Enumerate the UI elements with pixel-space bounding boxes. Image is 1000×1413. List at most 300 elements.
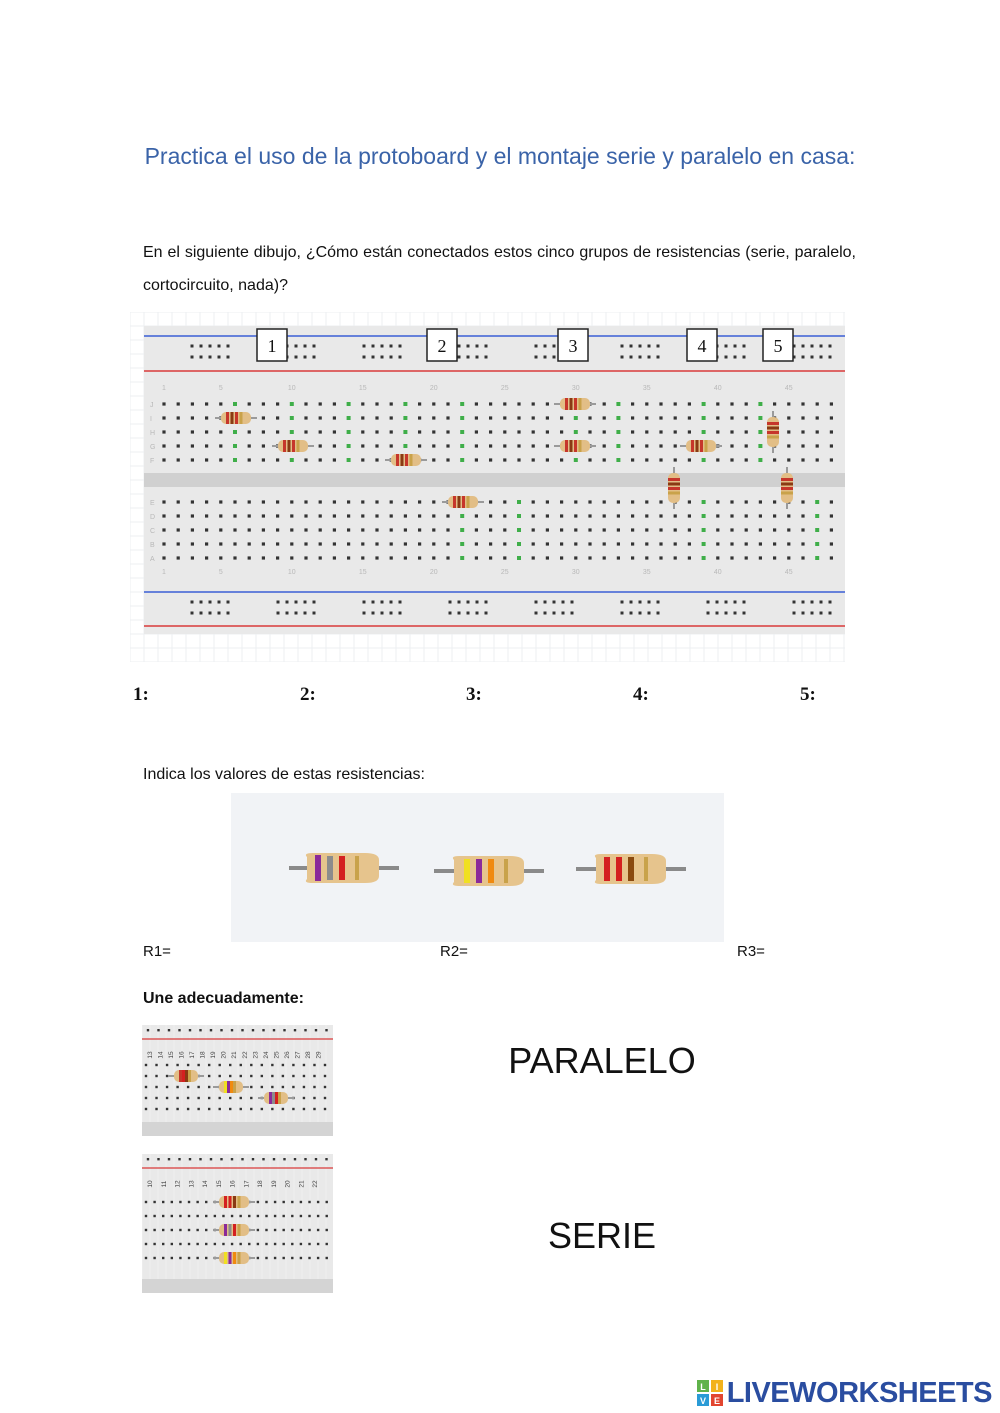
terminal-hole — [830, 416, 833, 419]
mini-terminal-hole — [188, 1257, 190, 1259]
mini-rail-hole — [157, 1029, 159, 1031]
terminal-hole — [645, 556, 648, 559]
terminal-hole — [361, 542, 364, 545]
mini-rail-hole — [325, 1029, 327, 1031]
terminal-hole — [333, 556, 336, 559]
connected-node — [702, 430, 706, 434]
mini-rail-hole — [325, 1158, 327, 1160]
mini-terminal-hole — [261, 1064, 263, 1066]
terminal-hole — [645, 444, 648, 447]
mini-rail-hole — [294, 1029, 296, 1031]
mini-column-number: 28 — [304, 1051, 312, 1059]
mini-rail-hole — [147, 1029, 149, 1031]
rail-hole — [485, 345, 488, 348]
mini-rail-hole — [199, 1029, 201, 1031]
terminal-hole — [446, 556, 449, 559]
mini-terminal-hole — [240, 1097, 242, 1099]
terminal-hole — [446, 458, 449, 461]
rail-hole — [295, 356, 298, 359]
terminal-hole — [830, 514, 833, 517]
terminal-hole — [517, 458, 520, 461]
terminal-hole — [617, 556, 620, 559]
resistor-set-illustration — [231, 793, 724, 942]
terminal-hole — [730, 444, 733, 447]
terminal-hole — [347, 500, 350, 503]
terminal-hole — [588, 514, 591, 517]
rail-hole — [485, 601, 488, 604]
terminal-hole — [532, 528, 535, 531]
mini-terminal-hole — [291, 1257, 293, 1259]
terminal-hole — [276, 500, 279, 503]
r2-label: R2= — [440, 943, 468, 960]
mini-terminal-hole — [271, 1086, 273, 1088]
terminal-hole — [645, 514, 648, 517]
terminal-hole — [645, 458, 648, 461]
connected-node — [702, 528, 706, 532]
terminal-hole — [801, 542, 804, 545]
mini-terminal-hole — [145, 1201, 147, 1203]
terminal-hole — [659, 514, 662, 517]
terminal-hole — [219, 430, 222, 433]
terminal-hole — [716, 402, 719, 405]
mini-terminal-hole — [308, 1201, 310, 1203]
terminal-hole — [603, 444, 606, 447]
liveworksheets-logo-icon — [697, 1380, 723, 1406]
rail-hole — [485, 356, 488, 359]
mini-terminal-hole — [324, 1075, 326, 1077]
terminal-hole — [574, 500, 577, 503]
mini-terminal-hole — [187, 1086, 189, 1088]
row-letter: C — [150, 528, 156, 535]
terminal-hole — [588, 542, 591, 545]
terminal-hole — [446, 528, 449, 531]
mini-terminal-hole — [155, 1108, 157, 1110]
terminal-hole — [645, 402, 648, 405]
terminal-hole — [191, 458, 194, 461]
terminal-hole — [674, 556, 677, 559]
terminal-hole — [219, 500, 222, 503]
terminal-hole — [603, 528, 606, 531]
terminal-hole — [475, 514, 478, 517]
mini-terminal-hole — [155, 1097, 157, 1099]
rail-hole — [227, 612, 230, 615]
terminal-hole — [773, 528, 776, 531]
group-number: 3 — [568, 336, 578, 356]
connected-node — [702, 500, 706, 504]
terminal-hole — [645, 528, 648, 531]
terminal-hole — [532, 500, 535, 503]
connected-node — [347, 430, 351, 434]
rail-hole — [200, 356, 203, 359]
connected-node — [403, 430, 407, 434]
rail-hole — [802, 612, 805, 615]
terminal-hole — [432, 458, 435, 461]
terminal-hole — [532, 430, 535, 433]
mini-board-channel — [142, 1122, 333, 1136]
terminal-hole — [219, 458, 222, 461]
mini-terminal-hole — [274, 1215, 276, 1217]
rail-hole — [793, 601, 796, 604]
terminal-hole — [645, 542, 648, 545]
mini-breadboard-series[interactable] — [142, 1025, 333, 1136]
mini-terminal-hole — [205, 1229, 207, 1231]
rail-hole — [390, 601, 393, 604]
terminal-hole — [432, 556, 435, 559]
rail-hole — [639, 356, 642, 359]
mini-terminal-hole — [274, 1243, 276, 1245]
rail-hole — [829, 612, 832, 615]
mini-terminal-hole — [205, 1201, 207, 1203]
terminal-hole — [475, 416, 478, 419]
rail-hole — [381, 356, 384, 359]
terminal-hole — [830, 500, 833, 503]
terminal-hole — [659, 556, 662, 559]
terminal-hole — [816, 416, 819, 419]
terminal-hole — [745, 430, 748, 433]
terminal-hole — [319, 458, 322, 461]
mini-terminal-hole — [219, 1108, 221, 1110]
terminal-hole — [716, 458, 719, 461]
mini-rail-hole — [315, 1158, 317, 1160]
mini-terminal-hole — [261, 1086, 263, 1088]
column-number: 30 — [571, 385, 580, 392]
rail-hole — [725, 601, 728, 604]
rail-hole — [363, 345, 366, 348]
mini-terminal-hole — [145, 1064, 147, 1066]
mini-terminal-hole — [196, 1257, 198, 1259]
rail-hole — [707, 601, 710, 604]
terminal-hole — [361, 416, 364, 419]
mini-terminal-hole — [265, 1215, 267, 1217]
mini-terminal-hole — [250, 1075, 252, 1077]
mini-terminal-hole — [205, 1243, 207, 1245]
mini-terminal-hole — [171, 1201, 173, 1203]
terminal-hole — [233, 542, 236, 545]
column-number: 5 — [218, 385, 223, 392]
terminal-hole — [745, 458, 748, 461]
mini-terminal-hole — [257, 1257, 259, 1259]
terminal-hole — [503, 402, 506, 405]
terminal-hole — [759, 542, 762, 545]
rail-hole — [535, 345, 538, 348]
rail-hole — [544, 612, 547, 615]
row-letter: J — [150, 402, 154, 409]
rail-hole — [630, 356, 633, 359]
terminal-hole — [375, 458, 378, 461]
mini-terminal-hole — [239, 1243, 241, 1245]
mini-terminal-hole — [155, 1064, 157, 1066]
mini-rail-hole — [210, 1029, 212, 1031]
mini-column-number: 17 — [189, 1051, 197, 1059]
terminal-hole — [361, 430, 364, 433]
mini-terminal-hole — [171, 1215, 173, 1217]
group-number: 4 — [697, 336, 707, 356]
group-number: 1 — [267, 336, 277, 356]
terminal-hole — [588, 430, 591, 433]
terminal-hole — [375, 500, 378, 503]
mini-terminal-hole — [188, 1229, 190, 1231]
terminal-hole — [603, 402, 606, 405]
rail-hole — [381, 601, 384, 604]
terminal-hole — [319, 430, 322, 433]
terminal-hole — [475, 542, 478, 545]
mini-terminal-hole — [229, 1064, 231, 1066]
rail-hole — [381, 612, 384, 615]
terminal-hole — [631, 416, 634, 419]
mini-terminal-hole — [153, 1201, 155, 1203]
answer-label-5: 5: — [800, 684, 816, 705]
terminal-hole — [162, 514, 165, 517]
mini-rail-hole — [199, 1158, 201, 1160]
terminal-hole — [418, 402, 421, 405]
mini-terminal-hole — [208, 1075, 210, 1077]
rail-hole — [716, 612, 719, 615]
mini-terminal-hole — [208, 1086, 210, 1088]
terminal-hole — [674, 402, 677, 405]
rail-hole — [630, 612, 633, 615]
terminal-hole — [262, 402, 265, 405]
rail-hole — [313, 345, 316, 348]
terminal-hole — [688, 528, 691, 531]
terminal-hole — [319, 402, 322, 405]
terminal-hole — [631, 500, 634, 503]
mini-rail-hole — [283, 1158, 285, 1160]
rail-hole — [295, 612, 298, 615]
rail-hole — [621, 345, 624, 348]
column-number: 25 — [500, 569, 509, 576]
terminal-hole — [745, 542, 748, 545]
terminal-hole — [674, 416, 677, 419]
terminal-hole — [532, 402, 535, 405]
mini-rail-hole — [220, 1029, 222, 1031]
mini-column-number: 11 — [160, 1180, 168, 1188]
mini-terminal-hole — [176, 1064, 178, 1066]
mini-terminal-hole — [303, 1097, 305, 1099]
terminal-hole — [645, 430, 648, 433]
mini-terminal-hole — [303, 1108, 305, 1110]
rail-hole — [811, 345, 814, 348]
terminal-hole — [219, 402, 222, 405]
terminal-hole — [745, 416, 748, 419]
rail-hole — [648, 612, 651, 615]
terminal-hole — [333, 430, 336, 433]
terminal-hole — [191, 444, 194, 447]
rail-hole — [449, 601, 452, 604]
terminal-hole — [773, 458, 776, 461]
terminal-hole — [361, 458, 364, 461]
terminal-hole — [603, 458, 606, 461]
mini-terminal-hole — [282, 1215, 284, 1217]
mini-terminal-hole — [326, 1201, 328, 1203]
terminal-hole — [560, 416, 563, 419]
mini-terminal-hole — [162, 1201, 164, 1203]
mini-terminal-hole — [153, 1215, 155, 1217]
mini-terminal-hole — [291, 1243, 293, 1245]
mini-terminal-hole — [229, 1108, 231, 1110]
terminal-hole — [262, 500, 265, 503]
terminal-hole — [489, 402, 492, 405]
terminal-hole — [560, 542, 563, 545]
terminal-hole — [787, 444, 790, 447]
mini-column-number: 21 — [231, 1051, 239, 1059]
mini-terminal-hole — [303, 1086, 305, 1088]
terminal-hole — [688, 500, 691, 503]
connected-node — [233, 402, 237, 406]
rail-hole — [571, 612, 574, 615]
rail-hole — [621, 601, 624, 604]
terminal-hole — [418, 430, 421, 433]
terminal-hole — [787, 430, 790, 433]
rail-hole — [743, 601, 746, 604]
mini-terminal-hole — [291, 1215, 293, 1217]
terminal-hole — [674, 458, 677, 461]
terminal-hole — [745, 514, 748, 517]
mini-rail-hole — [231, 1158, 233, 1160]
rail-hole — [286, 601, 289, 604]
connected-node — [460, 556, 464, 560]
terminal-hole — [475, 556, 478, 559]
terminal-hole — [787, 402, 790, 405]
rail-hole — [372, 345, 375, 348]
mini-column-number: 13 — [147, 1051, 154, 1059]
connected-node — [460, 542, 464, 546]
terminal-hole — [603, 514, 606, 517]
terminal-hole — [191, 416, 194, 419]
terminal-hole — [830, 444, 833, 447]
terminal-hole — [801, 444, 804, 447]
connected-node — [460, 458, 464, 462]
terminal-hole — [688, 416, 691, 419]
mini-terminal-hole — [162, 1215, 164, 1217]
mini-terminal-hole — [162, 1257, 164, 1259]
logo-letter-e: E — [713, 1396, 720, 1406]
mini-terminal-hole — [145, 1086, 147, 1088]
terminal-hole — [177, 444, 180, 447]
mini-rail-hole — [283, 1029, 285, 1031]
terminal-hole — [659, 416, 662, 419]
terminal-hole — [290, 528, 293, 531]
terminal-hole — [205, 514, 208, 517]
terminal-hole — [233, 500, 236, 503]
terminal-hole — [375, 542, 378, 545]
rail-hole — [743, 356, 746, 359]
connected-node — [616, 430, 620, 434]
terminal-hole — [503, 514, 506, 517]
terminal-hole — [205, 416, 208, 419]
rail-hole — [390, 345, 393, 348]
mini-terminal-hole — [261, 1075, 263, 1077]
rail-hole — [381, 345, 384, 348]
mini-breadboard-parallel[interactable] — [142, 1154, 333, 1293]
terminal-hole — [390, 514, 393, 517]
terminal-hole — [688, 458, 691, 461]
terminal-hole — [688, 542, 691, 545]
terminal-hole — [233, 514, 236, 517]
terminal-hole — [375, 430, 378, 433]
terminal-hole — [659, 444, 662, 447]
mini-terminal-hole — [282, 1229, 284, 1231]
terminal-hole — [390, 444, 393, 447]
terminal-hole — [248, 458, 251, 461]
mini-terminal-hole — [219, 1075, 221, 1077]
mini-board-body — [142, 1025, 333, 1136]
connected-node — [815, 542, 819, 546]
terminal-hole — [560, 500, 563, 503]
terminal-hole — [716, 430, 719, 433]
terminal-hole — [162, 556, 165, 559]
terminal-hole — [233, 556, 236, 559]
terminal-hole — [404, 528, 407, 531]
match-option-serie[interactable]: SERIE — [547, 1215, 657, 1256]
rail-hole — [218, 601, 221, 604]
terminal-hole — [347, 528, 350, 531]
terminal-hole — [546, 458, 549, 461]
rail-hole — [535, 356, 538, 359]
connected-node — [517, 528, 521, 532]
terminal-hole — [532, 444, 535, 447]
terminal-hole — [304, 528, 307, 531]
connected-node — [517, 556, 521, 560]
rail-hole — [458, 345, 461, 348]
connected-node — [460, 416, 464, 420]
column-number: 10 — [287, 385, 296, 392]
terminal-hole — [759, 514, 762, 517]
terminal-hole — [262, 444, 265, 447]
terminal-hole — [276, 430, 279, 433]
rail-hole — [811, 612, 814, 615]
mini-terminal-hole — [187, 1097, 189, 1099]
terminal-hole — [759, 528, 762, 531]
column-number: 15 — [358, 569, 367, 576]
logo-letter-v: V — [699, 1396, 706, 1406]
match-option-paralelo[interactable]: PARALELO — [508, 1040, 696, 1081]
mini-terminal-hole — [166, 1108, 168, 1110]
rail-hole — [725, 612, 728, 615]
terminal-hole — [773, 542, 776, 545]
rail-hole — [657, 601, 660, 604]
mini-terminal-hole — [153, 1229, 155, 1231]
rail-hole — [621, 612, 624, 615]
terminal-hole — [588, 556, 591, 559]
rail-hole — [372, 601, 375, 604]
mini-rail-hole — [147, 1158, 149, 1160]
rail-hole — [544, 345, 547, 348]
column-number: 20 — [429, 385, 438, 392]
terminal-hole — [631, 458, 634, 461]
terminal-hole — [304, 542, 307, 545]
mini-column-number: 16 — [178, 1051, 186, 1059]
row-letter: A — [150, 556, 155, 563]
terminal-hole — [517, 402, 520, 405]
terminal-hole — [830, 458, 833, 461]
terminal-hole — [475, 430, 478, 433]
column-number: 30 — [571, 569, 580, 576]
terminal-hole — [191, 542, 194, 545]
terminal-hole — [390, 542, 393, 545]
terminal-hole — [816, 444, 819, 447]
connected-node — [460, 430, 464, 434]
group-number: 5 — [773, 336, 783, 356]
connected-node — [574, 416, 578, 420]
terminal-hole — [361, 514, 364, 517]
rail-hole — [802, 345, 805, 348]
mini-rail-hole — [304, 1029, 306, 1031]
terminal-hole — [688, 556, 691, 559]
mini-rail-hole — [273, 1158, 275, 1160]
terminal-hole — [546, 430, 549, 433]
terminal-hole — [546, 556, 549, 559]
terminal-hole — [375, 528, 378, 531]
